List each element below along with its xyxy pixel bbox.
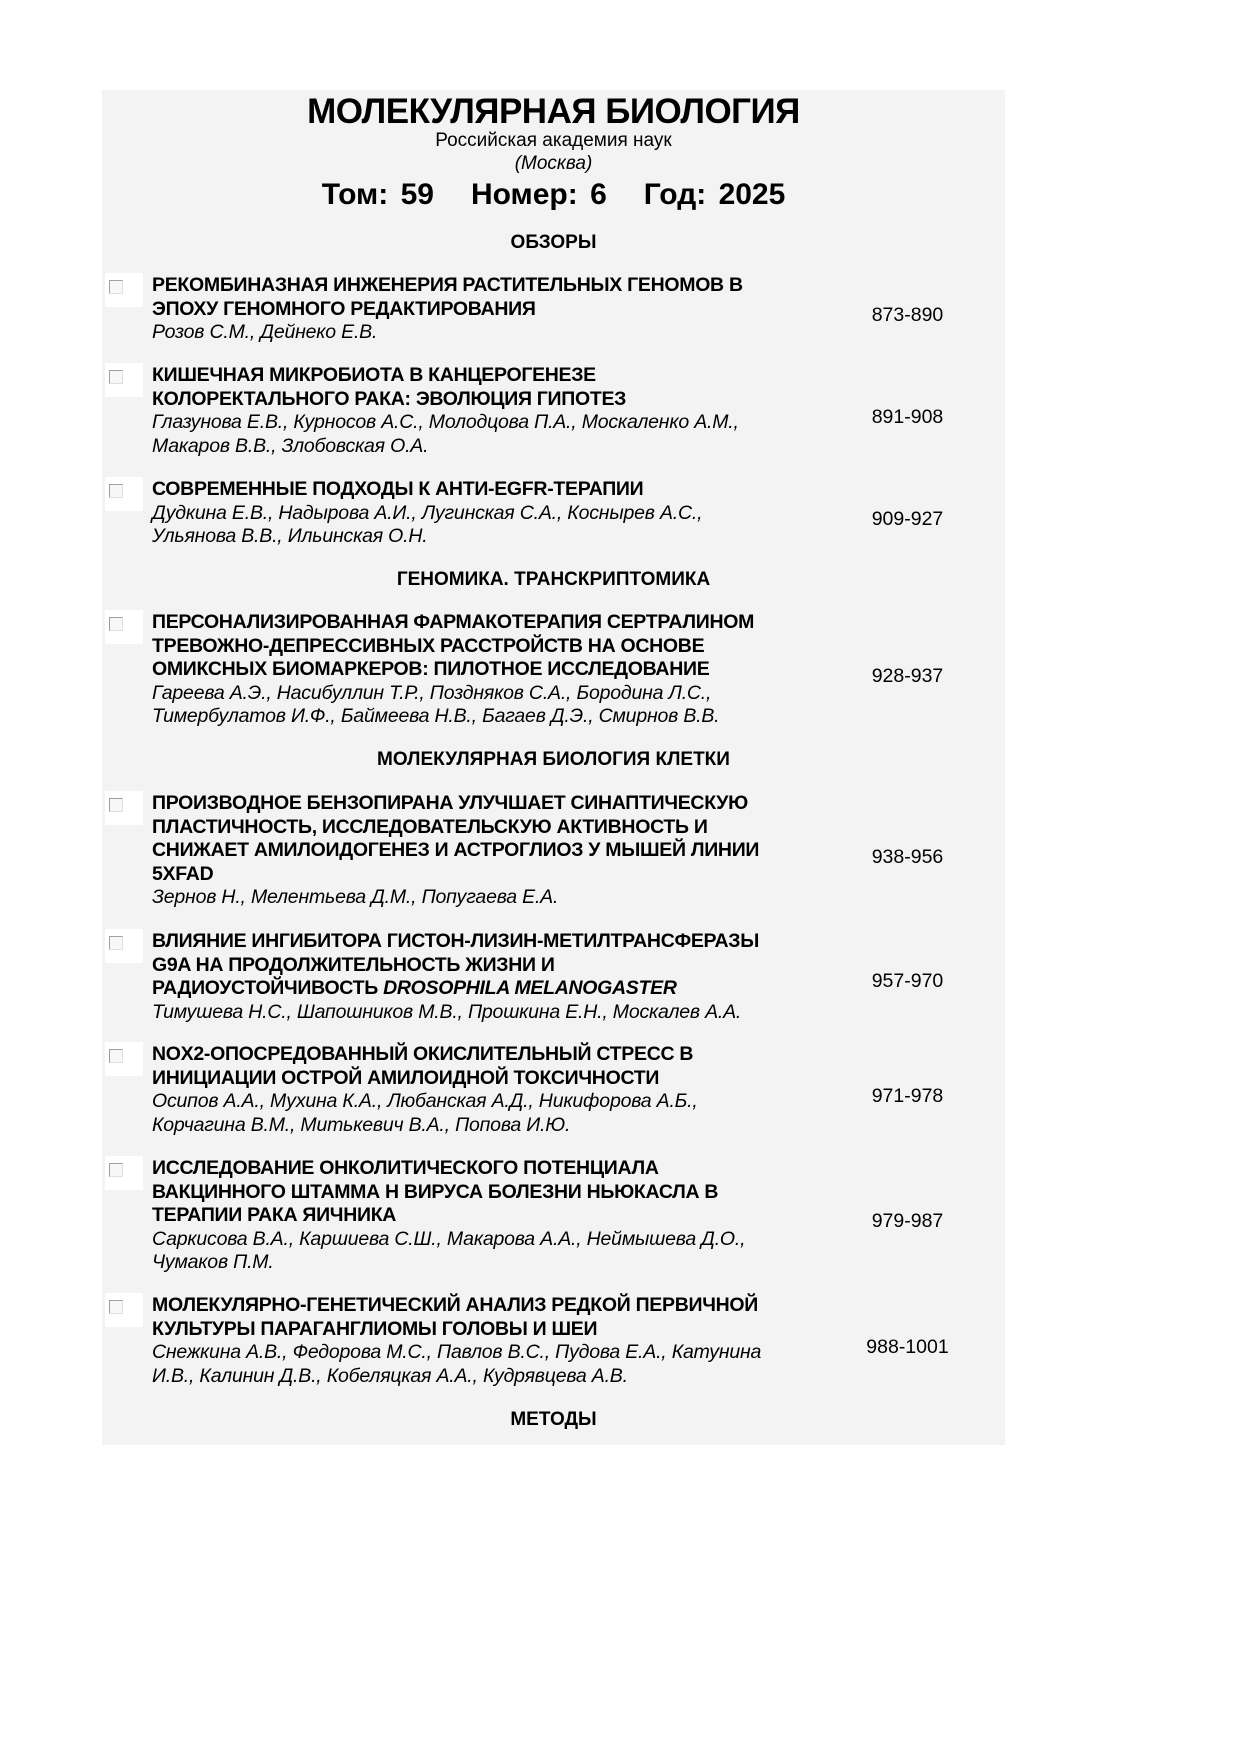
title-text: ВЛИЯНИЕ ИНГИБИТОРА ГИСТОН-ЛИЗИН-МЕТИЛТРАНСФЕРАЗЫ (152, 930, 760, 952)
article-title[interactable] (152, 1043, 693, 1090)
article-title[interactable] (152, 792, 759, 886)
title-text: КУЛЬТУРЫ ПАРАГАНГЛИОМЫ ГОЛОВЫ И ШЕИ (152, 1317, 598, 1340)
author-line: Дудкина Е.В., Надырова А.И., Лугинская С.А., Коснырев А.С., (152, 501, 703, 524)
article-checkbox[interactable] (105, 1042, 143, 1076)
title-text: ПРОИЗВОДНОЕ БЕНЗОПИРАНА УЛУЧШАЕТ СИНАПТИЧЕСКУЮ (152, 792, 748, 814)
checkbox-icon (109, 1049, 123, 1063)
author-line: Глазунова Е.В., Курносов А.С., Молодцова П.А., Москаленко А.М., (152, 411, 739, 434)
page-range: 938-956 (871, 846, 944, 868)
checkbox-icon (109, 1300, 123, 1314)
article-checkbox[interactable] (105, 1293, 143, 1327)
article-title-line (152, 388, 626, 412)
article-checkbox[interactable] (105, 477, 143, 511)
article-title-line (152, 1157, 718, 1181)
author-line: Зернов Н., Мелентьева Д.М., Попугаева Е.А. (152, 886, 559, 909)
article-title-line (152, 930, 759, 954)
title-text: ТРЕВОЖНО-ДЕПРЕССИВНЫХ РАССТРОЙСТВ НА ОСНОВЕ (152, 634, 705, 657)
article-title-line (152, 478, 643, 502)
checkbox-icon (109, 798, 123, 812)
author-line: Розов С.М., Дейнеко Е.В. (152, 321, 378, 344)
article-title-line (152, 839, 759, 863)
article-title[interactable] (152, 1157, 718, 1228)
article-title-line (152, 298, 743, 322)
article-authors (152, 1228, 745, 1275)
article-authors (152, 411, 739, 458)
article-title[interactable] (152, 930, 759, 1001)
author-line: Ульянова В.В., Ильинская О.Н. (152, 525, 428, 548)
title-text: ПЛАСТИЧНОСТЬ, ИССЛЕДОВАТЕЛЬСКУЮ АКТИВНОСТЬ И (152, 815, 708, 838)
checkbox-icon (109, 484, 123, 498)
title-text: СНИЖАЕТ АМИЛОИДОГЕНЕЗ И АСТРОГЛИОЗ У МЫШЕЙ ЛИНИИ (152, 839, 760, 862)
article-title[interactable] (152, 364, 626, 411)
article-title-line (152, 1181, 718, 1205)
article-authors (152, 1090, 698, 1137)
checkbox-icon (109, 1163, 123, 1177)
title-text: ТЕРАПИИ РАКА ЯИЧНИКА (152, 1204, 397, 1227)
title-text: РЕКОМБИНАЗНАЯ ИНЖЕНЕРИЯ РАСТИТЕЛЬНЫХ ГЕНОМОВ В (152, 274, 743, 296)
article-title-line (152, 1067, 693, 1091)
page-range: 873-890 (871, 304, 944, 326)
author-line: Саркисова В.А., Каршиева С.Ш., Макарова А.А., Неймышева Д.О., (152, 1227, 746, 1250)
article-title-line (152, 364, 626, 388)
title-text: NOX2-ОПОСРЕДОВАННЫЙ ОКИСЛИТЕЛЬНЫЙ СТРЕСС В (152, 1043, 694, 1065)
article-checkbox[interactable] (105, 929, 143, 963)
article-title[interactable] (152, 274, 743, 321)
author-line: Чумаков П.М. (152, 1251, 274, 1274)
author-line: Снежкина А.В., Федорова М.С., Павлов В.С., Пудова Е.А., Катунина (152, 1341, 762, 1364)
article-title-line (152, 1294, 758, 1318)
title-text: 5XFAD (152, 862, 214, 885)
city: (Москва) (514, 153, 593, 174)
article-title[interactable] (152, 611, 754, 682)
issue-info: Том: 59 Номер: 6 Год: 2025 (321, 178, 786, 211)
article-title[interactable] (152, 478, 643, 502)
title-text: ВАКЦИННОГО ШТАММА Н ВИРУСА БОЛЕЗНИ НЬЮКАСЛА В (152, 1180, 719, 1203)
title-text: ИНИЦИАЦИИ ОСТРОЙ АМИЛОИДНОЙ ТОКСИЧНОСТИ (152, 1066, 660, 1089)
page-range: 928-937 (871, 665, 944, 687)
article-title-line (152, 1204, 718, 1228)
article-title-line (152, 1318, 758, 1342)
article-title-line (152, 611, 754, 635)
page-range: 891-908 (871, 406, 944, 428)
checkbox-icon (109, 370, 123, 384)
title-text: G9A НА ПРОДОЛЖИТЕЛЬНОСТЬ ЖИЗНИ И (152, 953, 555, 976)
article-title-line (152, 954, 759, 978)
page-range: 988-1001 (866, 1336, 949, 1358)
article-authors (152, 321, 377, 345)
journal-title: МОЛЕКУЛЯРНАЯ БИОЛОГИЯ (307, 92, 800, 131)
article-title-line (152, 792, 759, 816)
section-heading: ГЕНОМИКА. ТРАНСКРИПТОМИКА (396, 569, 711, 590)
article-checkbox[interactable] (105, 610, 143, 644)
article-checkbox[interactable] (105, 791, 143, 825)
article-title-line (152, 658, 754, 682)
checkbox-icon (109, 617, 123, 631)
species-name: DROSOPHILA MELANOGASTER (383, 977, 677, 1000)
checkbox-icon (109, 280, 123, 294)
article-authors (152, 886, 558, 910)
article-title-line (152, 977, 759, 1001)
author-line: И.В., Калинин Д.В., Кобеляцкая А.А., Кудрявцева А.В. (152, 1364, 628, 1387)
publisher: Российская академия наук (435, 130, 672, 151)
author-line: Гареева А.Э., Насибуллин Т.Р., Поздняков С.А., Бородина Л.С., (152, 681, 712, 704)
article-title-line (152, 1043, 693, 1067)
author-line: Тимушева Н.С., Шапошников М.В., Прошкина Е.Н., Москалев А.А. (152, 1000, 742, 1023)
article-title-line (152, 863, 759, 887)
article-authors (152, 1001, 741, 1025)
section-heading: МОЛЕКУЛЯРНАЯ БИОЛОГИЯ КЛЕТКИ (377, 749, 730, 770)
author-line: Осипов А.А., Мухина К.А., Любанская А.Д., Никифорова А.Б., (152, 1090, 698, 1113)
title-text: ОМИКСНЫХ БИОМАРКЕРОВ: ПИЛОТНОЕ ИССЛЕДОВАНИЕ (152, 658, 710, 681)
article-authors (152, 1341, 761, 1388)
article-title-line (152, 635, 754, 659)
title-text: РАДИОУСТОЙЧИВОСТЬ (152, 977, 384, 1000)
title-text: ИССЛЕДОВАНИЕ ОНКОЛИТИЧЕСКОГО ПОТЕНЦИАЛА (152, 1157, 659, 1179)
author-line: Макаров В.В., Злобовская О.А. (152, 434, 429, 457)
page-range: 979-987 (871, 1210, 944, 1232)
article-checkbox[interactable] (105, 363, 143, 397)
author-line: Корчагина В.М., Митькевич В.А., Попова И.Ю. (152, 1113, 571, 1136)
title-text: МОЛЕКУЛЯРНО-ГЕНЕТИЧЕСКИЙ АНАЛИЗ РЕДКОЙ ПЕРВИЧНОЙ (152, 1294, 758, 1316)
article-checkbox[interactable] (105, 273, 143, 307)
title-text: ПЕРСОНАЛИЗИРОВАННАЯ ФАРМАКОТЕРАПИЯ СЕРТРАЛИНОМ (152, 611, 755, 633)
title-text: КОЛОРЕКТАЛЬНОГО РАКА: ЭВОЛЮЦИЯ ГИПОТЕЗ (152, 387, 627, 410)
page-range: 909-927 (871, 508, 944, 530)
article-authors (152, 682, 719, 729)
article-authors (152, 502, 702, 549)
article-title-line (152, 816, 759, 840)
title-text: КИШЕЧНАЯ МИКРОБИОТА В КАНЦЕРОГЕНЕЗЕ (152, 364, 596, 386)
page-range: 957-970 (871, 970, 944, 992)
author-line: Тимербулатов И.Ф., Баймеева Н.В., Багаев Д.Э., Смирнов В.В. (152, 705, 720, 728)
article-checkbox[interactable] (105, 1156, 143, 1190)
title-text: ЭПОХУ ГЕНОМНОГО РЕДАКТИРОВАНИЯ (152, 297, 536, 320)
article-title-line (152, 274, 743, 298)
page-range: 971-978 (871, 1085, 944, 1107)
article-title[interactable] (152, 1294, 758, 1341)
checkbox-icon (109, 936, 123, 950)
section-heading: МЕТОДЫ (510, 1409, 597, 1430)
section-heading: ОБЗОРЫ (510, 232, 597, 253)
title-text: СОВРЕМЕННЫЕ ПОДХОДЫ К АНТИ-EGFR-ТЕРАПИИ (152, 478, 644, 500)
